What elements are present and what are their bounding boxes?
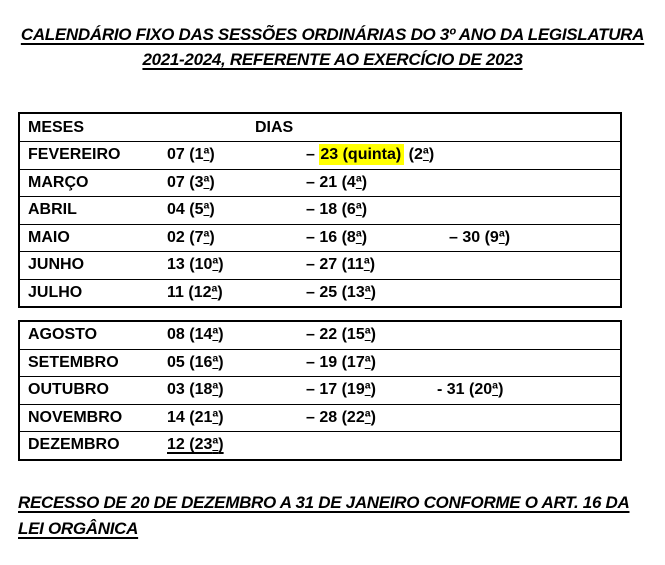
first-session-date: 13 (10ª) [167, 256, 224, 273]
second-session-date: – 21 (4ª) [306, 173, 368, 191]
first-session-date: 04 (5ª) [167, 201, 215, 218]
sessions-table-second-semester [18, 320, 622, 461]
table-row-outubro [20, 376, 620, 404]
month-cell: OUTUBRO [28, 381, 109, 398]
second-session-date: – 28 (22ª) [306, 408, 376, 426]
highlighted-session-date: 23 (quinta) [319, 144, 404, 165]
table-row-maio [20, 224, 620, 252]
first-session-date: 03 (18ª) [167, 381, 224, 398]
first-session-date: 07 (1ª) [167, 146, 215, 163]
table-row-novembro [20, 404, 620, 432]
month-cell: JUNHO [28, 256, 85, 273]
month-cell: JULHO [28, 283, 83, 301]
table-row-dezembro [20, 431, 620, 459]
header-dias: DIAS [255, 119, 294, 136]
first-session-date: 14 (21ª) [167, 408, 224, 426]
table-header-row [20, 114, 620, 141]
second-session-date [306, 142, 434, 169]
first-session-date: 07 (3ª) [167, 173, 215, 191]
dash: – [306, 146, 320, 163]
month-cell: FEVEREIRO [28, 146, 121, 163]
table-row-julho [20, 279, 620, 307]
table-row-abril [20, 196, 620, 224]
table-row-junho [20, 251, 620, 279]
month-cell: SETEMBRO [28, 353, 119, 371]
session-ordinal-suffix: (2ª) [404, 146, 435, 163]
third-session-date: - 31 (20ª) [437, 381, 504, 398]
month-cell: DEZEMBRO [28, 436, 120, 453]
first-session-date-underlined: 12 (23ª) [167, 436, 224, 453]
second-session-date: – 17 (19ª) [306, 381, 376, 398]
header-meses: MESES [28, 119, 85, 136]
sessions-table-first-semester [18, 112, 622, 308]
table-row-fevereiro [20, 141, 620, 169]
first-session-date: 05 (16ª) [167, 353, 224, 371]
second-session-date: – 22 (15ª) [306, 326, 376, 343]
page-title-line2: 2021-2024, REFERENTE AO EXERCÍCIO DE 2023 [142, 50, 523, 69]
first-session-date: 02 (7ª) [167, 228, 215, 246]
recess-note [18, 490, 629, 541]
month-cell: AGOSTO [28, 326, 98, 343]
second-session-date: – 27 (11ª) [306, 256, 376, 273]
first-session-date: 08 (14ª) [167, 326, 224, 343]
first-session-date: 11 (12ª) [167, 283, 223, 301]
recess-note-line1: RECESSO DE 20 DE DEZEMBRO A 31 DE JANEIRO CONFORME O ART. 16 DA [18, 493, 630, 512]
page-title [0, 22, 665, 72]
table-row-marco [20, 169, 620, 197]
second-session-date: – 19 (17ª) [306, 353, 376, 371]
second-session-date: – 18 (6ª) [306, 201, 368, 218]
second-session-date: – 25 (13ª) [306, 283, 376, 301]
recess-note-line2: LEI ORGÂNICA [18, 518, 139, 538]
second-session-date: – 16 (8ª) [306, 228, 368, 246]
month-cell: MARÇO [28, 173, 89, 191]
table-row-agosto [20, 322, 620, 349]
table-row-setembro [20, 349, 620, 377]
month-cell: MAIO [28, 228, 70, 246]
month-cell: ABRIL [28, 201, 77, 218]
page-title-line1: CALENDÁRIO FIXO DAS SESSÕES ORDINÁRIAS DO 3º ANO DA LEGISLATURA [20, 25, 645, 44]
month-cell: NOVEMBRO [28, 408, 123, 426]
third-session-date: – 30 (9ª) [449, 228, 511, 246]
